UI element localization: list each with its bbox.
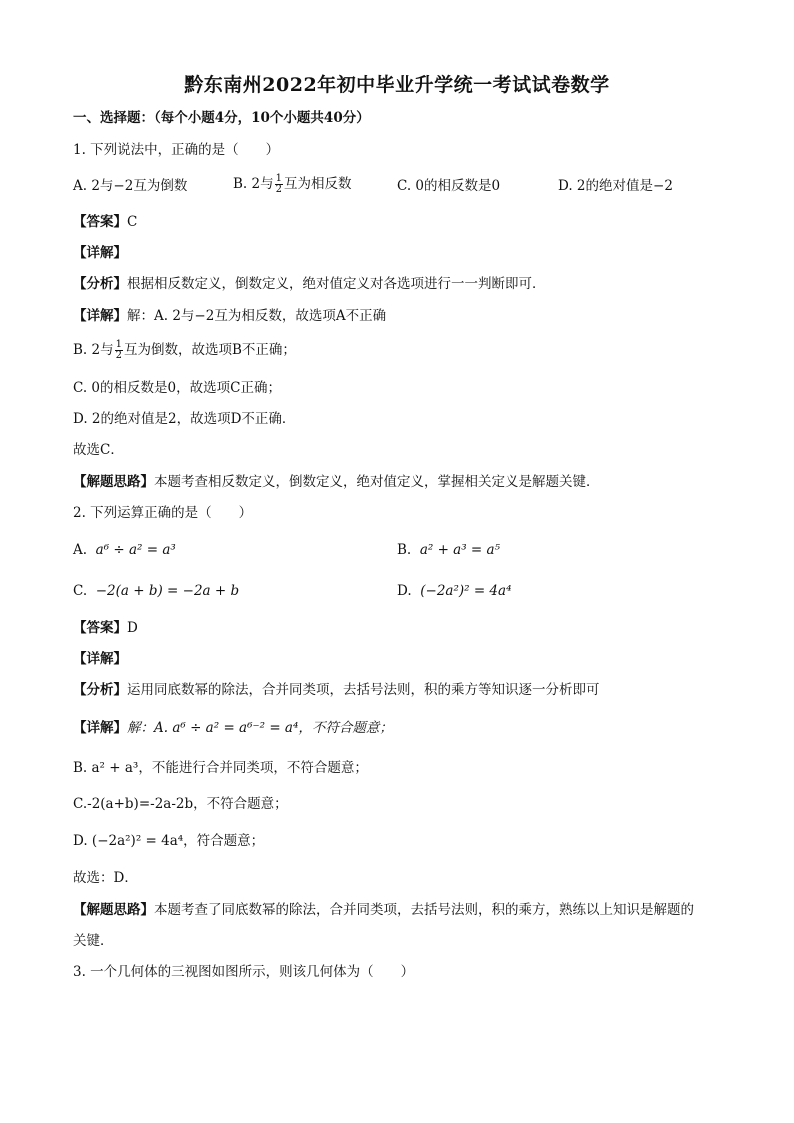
q2-detail-a: 【详解】解：A. a⁶ ÷ a² = a⁶⁻² = a⁴，不符合题意； (73, 720, 393, 736)
q1-answer: 【答案】C (73, 214, 138, 230)
q1-option-d: D. 2的绝对值是−2 (558, 178, 673, 194)
q2-choice: 故选：D． (73, 870, 138, 886)
q2-option-b: B. a² + a³ = a⁵ (397, 542, 500, 558)
q1-option-a: A. 2与−2互为倒数 (73, 178, 188, 194)
page-title: 黔东南州2022年初中毕业升学统一考试试卷数学 (184, 74, 610, 96)
q1-choice: 故选C． (73, 442, 124, 458)
q2-detail-d: D. (−2a²)² = 4a⁴，符合题意； (73, 833, 265, 849)
q1-detail-d: D. 2的绝对值是2，故选项D不正确． (73, 411, 296, 427)
q2-idea: 【解题思路】本题考查了同底数幂的除法，合并同类项，去括号法则，积的乘方，熟练以上知识是解题的 (73, 902, 694, 918)
q1-idea: 【解题思路】本题考查相反数定义，倒数定义，绝对值定义，掌握相关定义是解题关键． (73, 474, 600, 490)
q1-detail-b: B. 2与 $\frac{1}{2}$ 互为倒数，故选项B不正确； (73, 339, 296, 361)
section-heading: 一、选择题：（每个小题4分，10个小题共40分） (73, 110, 370, 126)
q1-option-b (233, 174, 351, 195)
q1-detail-c: C. 0的相反数是0，故选项C正确； (73, 380, 281, 396)
q2-option-d: D. (−2a²)² = 4a⁴ (397, 583, 512, 599)
q2-option-a: A. a⁶ ÷ a² = a³ (73, 542, 176, 558)
fraction-half: $\frac{1}{2}$ (115, 339, 122, 361)
q1-detail-a: 【详解】解：A. 2与−2互为相反数，故选项A不正确 (73, 308, 387, 324)
q2-detail-b: B. a² + a³，不能进行合并同类项，不符合题意； (73, 760, 368, 776)
q1-option-b-pre: B. 2与 (233, 176, 274, 192)
q3-stem: 3. 一个几何体的三视图如图所示，则该几何体为（ ） (73, 964, 415, 980)
q1-analysis: 【分析】根据相反数定义，倒数定义，绝对值定义对各选项进行一一判断即可． (73, 276, 546, 292)
q2-detail-c: C.-2(a+b)=-2a-2b，不符合题意； (73, 796, 288, 812)
q1-option-c: C. 0的相反数是0 (397, 178, 501, 194)
q2-detail-heading: 【详解】 (73, 651, 127, 667)
q2-idea-cont: 关键． (73, 933, 114, 949)
q1-detail-heading: 【详解】 (73, 245, 127, 261)
q2-analysis: 【分析】运用同底数幂的除法，合并同类项，去括号法则，积的乘方等知识逐一分析即可 (73, 682, 600, 698)
q2-option-c: C. −2(a + b) = −2a + b (73, 583, 240, 599)
q1-stem: 1. 下列说法中，正确的是（ ） (73, 142, 280, 158)
q2-stem: 2. 下列运算正确的是（ ） (73, 505, 253, 521)
q1-option-b-post: 互为相反数 (283, 176, 352, 192)
fraction-half: $\frac{1}{2}$ (275, 173, 282, 195)
q2-answer: 【答案】D (73, 620, 138, 636)
